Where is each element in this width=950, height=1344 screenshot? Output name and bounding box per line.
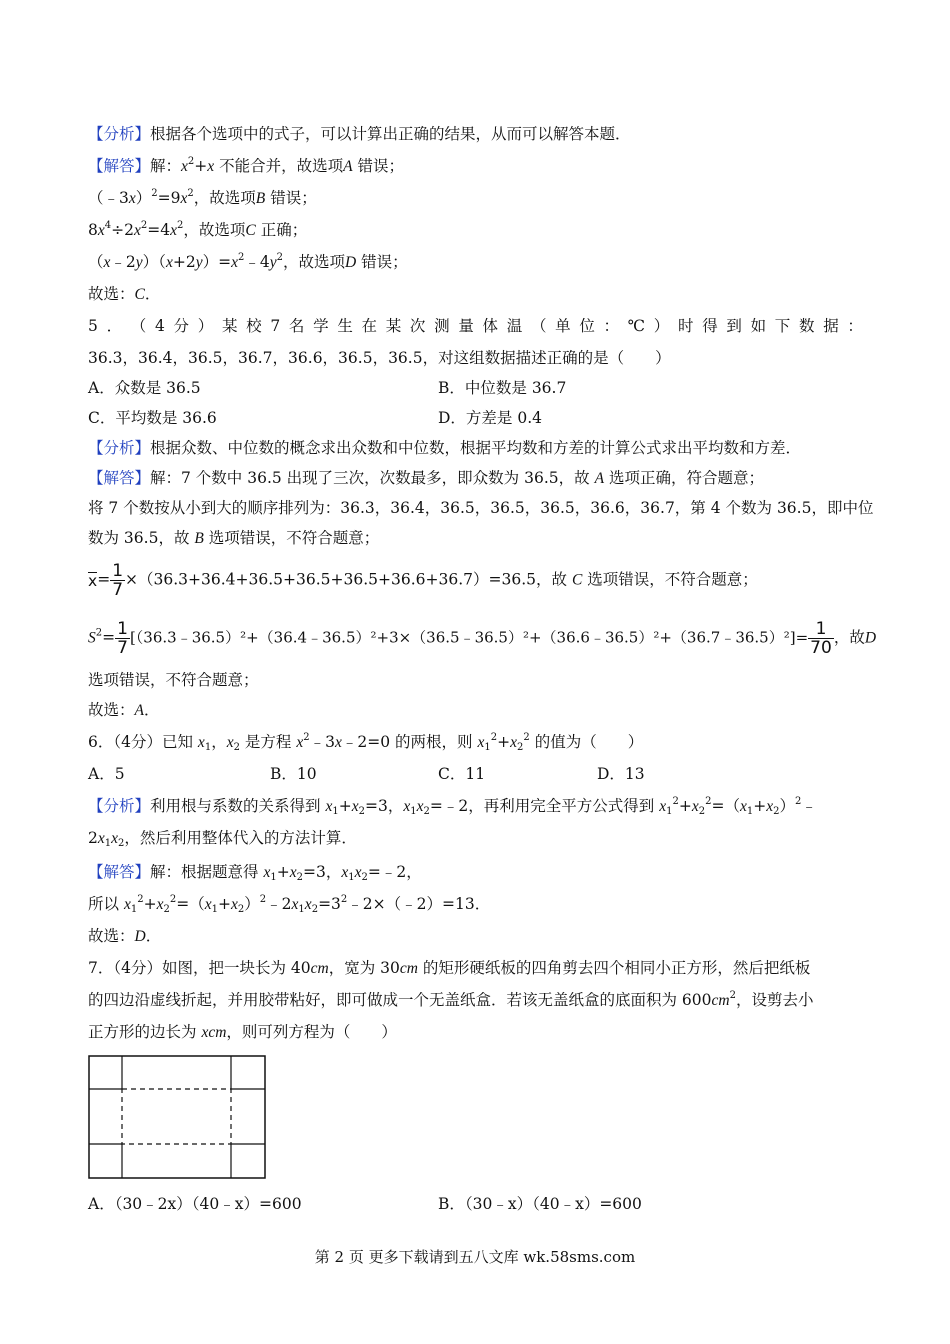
q5-stem-char: （ bbox=[530, 317, 547, 335]
q6-answer-line-2: 所以 $x_1^2+x_2^2=(x_1+x_2)^2﹣2x_1x_2=3^2﹣2\times(﹣2)=13$． bbox=[88, 894, 491, 915]
q5-stem-char: 分 bbox=[173, 317, 190, 335]
fraction-one-seventh: $\frac{1}{7}$ bbox=[117, 619, 128, 658]
q4-conclusion: 故选：C． bbox=[88, 285, 161, 303]
q5-stem-char: ） bbox=[197, 317, 214, 335]
cardboard-outline bbox=[89, 1056, 265, 1178]
q4-answer-line-2: $(﹣3x)^2=9x^2$，故选项B 错误； bbox=[88, 188, 317, 207]
q5-option-c: C．平均数是 36.6 bbox=[88, 409, 217, 427]
q5-stem-char: 校 bbox=[246, 317, 262, 335]
q5-answer-line-1: 【解答】解：7 个数中 36.5 出现了三次，次数最多，即众数为 36.5，故 A 选项正确，符合题意； bbox=[88, 469, 764, 487]
q5-stem-char: 单 bbox=[555, 317, 571, 335]
q7-stem-line-3: 正方形的边长为 xcm，则可列方程为（ ） bbox=[88, 1023, 397, 1041]
q6-answer-line-1: 【解答】解：根据题意得 $x_1+x_2=3$，$x_1x_2=﹣2$， bbox=[88, 863, 422, 883]
q5-stem-char: ． bbox=[106, 317, 123, 335]
q5-stem-char: 名 bbox=[288, 317, 305, 335]
q6-analysis-line-1: 【分析】利用根与系数的关系得到 $x_1+x_2=3$，$x_1x_2=﹣2$，再利用完全平方公式得到 $x_1^2+x_2^2=(x_1+x_2)^2﹣$ bbox=[88, 796, 817, 817]
q5-stem-char: ： bbox=[847, 317, 863, 335]
q5-stem-char: 量 bbox=[458, 317, 474, 335]
answer-tag: 【解答】 bbox=[88, 469, 151, 487]
cardboard-figure bbox=[88, 1055, 268, 1181]
mean-symbol: x bbox=[88, 572, 98, 590]
q5-stem-char: 7 bbox=[270, 317, 281, 335]
q5-stem-char: 温 bbox=[506, 317, 523, 335]
q5-stem-char: ） bbox=[653, 317, 670, 335]
analysis-tag: 【分析】 bbox=[88, 439, 151, 457]
q6-option-c: C．11 bbox=[438, 765, 486, 783]
q7-option-a: A．（30﹣2x）（40﹣x）=600 bbox=[88, 1195, 302, 1213]
analysis-tag: 【分析】 bbox=[88, 797, 151, 815]
analysis-tag: 【分析】 bbox=[88, 125, 151, 143]
q5-variance-tail: 选项错误，不符合题意； bbox=[88, 671, 259, 689]
q5-answer-line-2: 将 7 个数按从小到大的顺序排列为：36.3，36.4，36.5，36.5，36.5，36.6，36.7，第 4 个数为 36.5，即中位 bbox=[88, 499, 874, 517]
q5-stem-char: ℃ bbox=[627, 317, 646, 335]
q5-stem-char: 生 bbox=[337, 317, 353, 335]
q5-option-b: B．中位数是 36.7 bbox=[438, 379, 567, 397]
q5-option-d: D．方差是 0.4 bbox=[438, 409, 543, 427]
q6-option-d: D．13 bbox=[597, 765, 645, 783]
answer-tag: 【解答】 bbox=[88, 863, 151, 881]
q5-variance-line: $S^2=$ $\frac{1}{7}$ [（36.3﹣36.5）²+（36.4﹣36.5）²+3×（36.5﹣36.5）²+（36.6﹣36.5）²+（36.7﹣36.5）²]= $\frac{1}{70}$ ，故D bbox=[88, 619, 877, 658]
q5-stem-char: 5 bbox=[88, 317, 98, 335]
q5-stem-char: 次 bbox=[409, 317, 426, 335]
q6-option-a: A．5 bbox=[88, 765, 125, 783]
q5-stem-char: 位 bbox=[579, 317, 595, 335]
q4-answer-line-1: 【解答】解：$x^2+x$ 不能合并，故选项A 错误； bbox=[88, 156, 405, 175]
q5-stem-char: ： bbox=[603, 317, 620, 335]
fraction-one-seventh: $\frac{1}{7}$ bbox=[112, 561, 124, 600]
q5-stem-char: 得 bbox=[702, 317, 718, 335]
q5-stem-char: 4 bbox=[154, 317, 165, 335]
q5-stem-char: 测 bbox=[434, 317, 450, 335]
q6-analysis-line-2: $2x_1x_2$，然后利用整体代入的方法计算． bbox=[88, 829, 357, 849]
q7-option-b: B．（30﹣x）（40﹣x）=600 bbox=[438, 1195, 642, 1213]
q5-stem-char: 某 bbox=[385, 317, 402, 335]
q5-stem-char: 体 bbox=[482, 317, 499, 335]
q5-stem-char: 数 bbox=[799, 317, 815, 335]
q5-mean-line: x= $\frac{1}{7}$ ×（36.3+36.4+36.5+36.5+36.5+36.6+36.7）=36.5，故 C 选项错误，不符合题意； bbox=[88, 561, 758, 600]
q4-answer-line-4: $(x﹣2y)(x+2y)=x^2﹣4y^2$，故选项D 错误； bbox=[88, 252, 408, 271]
q5-conclusion: 故选：A． bbox=[88, 701, 160, 719]
q5-stem-line-1 bbox=[88, 316, 863, 336]
q7-stem-line-2: 的四边沿虚线折起，并用胶带粘好，即可做成一个无盖纸盒．若该无盖纸盒的底面积为 $600cm^2$，设剪去小 bbox=[88, 990, 814, 1009]
q5-stem-char: 据 bbox=[823, 317, 839, 335]
q7-stem-line-1: 7．（4分）如图，把一块长为 40cm，宽为 30cm 的矩形硬纸板的四角剪去四个相同小正方形，然后把纸板 bbox=[88, 959, 811, 977]
q5-stem-char: 到 bbox=[726, 317, 742, 335]
q5-option-a: A．众数是 36.5 bbox=[88, 379, 201, 397]
q5-analysis: 【分析】根据众数、中位数的概念求出众数和中位数，根据平均数和方差的计算公式求出平均数和方差． bbox=[88, 439, 802, 457]
q5-answer-line-3: 数为 36.5，故 B 选项错误，不符合题意； bbox=[88, 529, 380, 547]
q5-stem-char: 下 bbox=[774, 317, 791, 335]
page-footer: 第 2 页 更多下载请到五八文库 wk.58sms.com bbox=[314, 1248, 636, 1266]
q5-stem-char: 如 bbox=[750, 317, 767, 335]
q4-analysis: 【分析】根据各个选项中的式子，可以计算出正确的结果，从而可以解答本题． bbox=[88, 125, 631, 143]
q6-stem: 6．（4分）已知 $x_1$，$x_2$ 是方程 $x^2﹣3x﹣2=0$ 的两根，则 $x_1^2+x_2^2$ 的值为（ ） bbox=[88, 732, 644, 753]
q6-option-b: B．10 bbox=[270, 765, 317, 783]
fold-dashed-line bbox=[122, 1089, 231, 1144]
answer-tag: 【解答】 bbox=[88, 157, 151, 175]
fraction-one-seventieth: $\frac{1}{70}$ bbox=[810, 619, 832, 658]
q5-stem-line-2: 36.3，36.4，36.5，36.7，36.6，36.5，36.5，对这组数据描述正确的是（ ） bbox=[88, 349, 671, 367]
q5-stem-char: 学 bbox=[313, 317, 329, 335]
q5-stem-char: （ bbox=[130, 317, 147, 335]
q6-conclusion: 故选：D． bbox=[88, 927, 162, 945]
q5-stem-char: 在 bbox=[361, 317, 378, 335]
q5-stem-char: 时 bbox=[677, 317, 694, 335]
q4-answer-line-3: $8x^4\div 2x^2=4x^2$，故选项C 正确； bbox=[88, 220, 308, 239]
q5-stem-char: 某 bbox=[221, 317, 238, 335]
